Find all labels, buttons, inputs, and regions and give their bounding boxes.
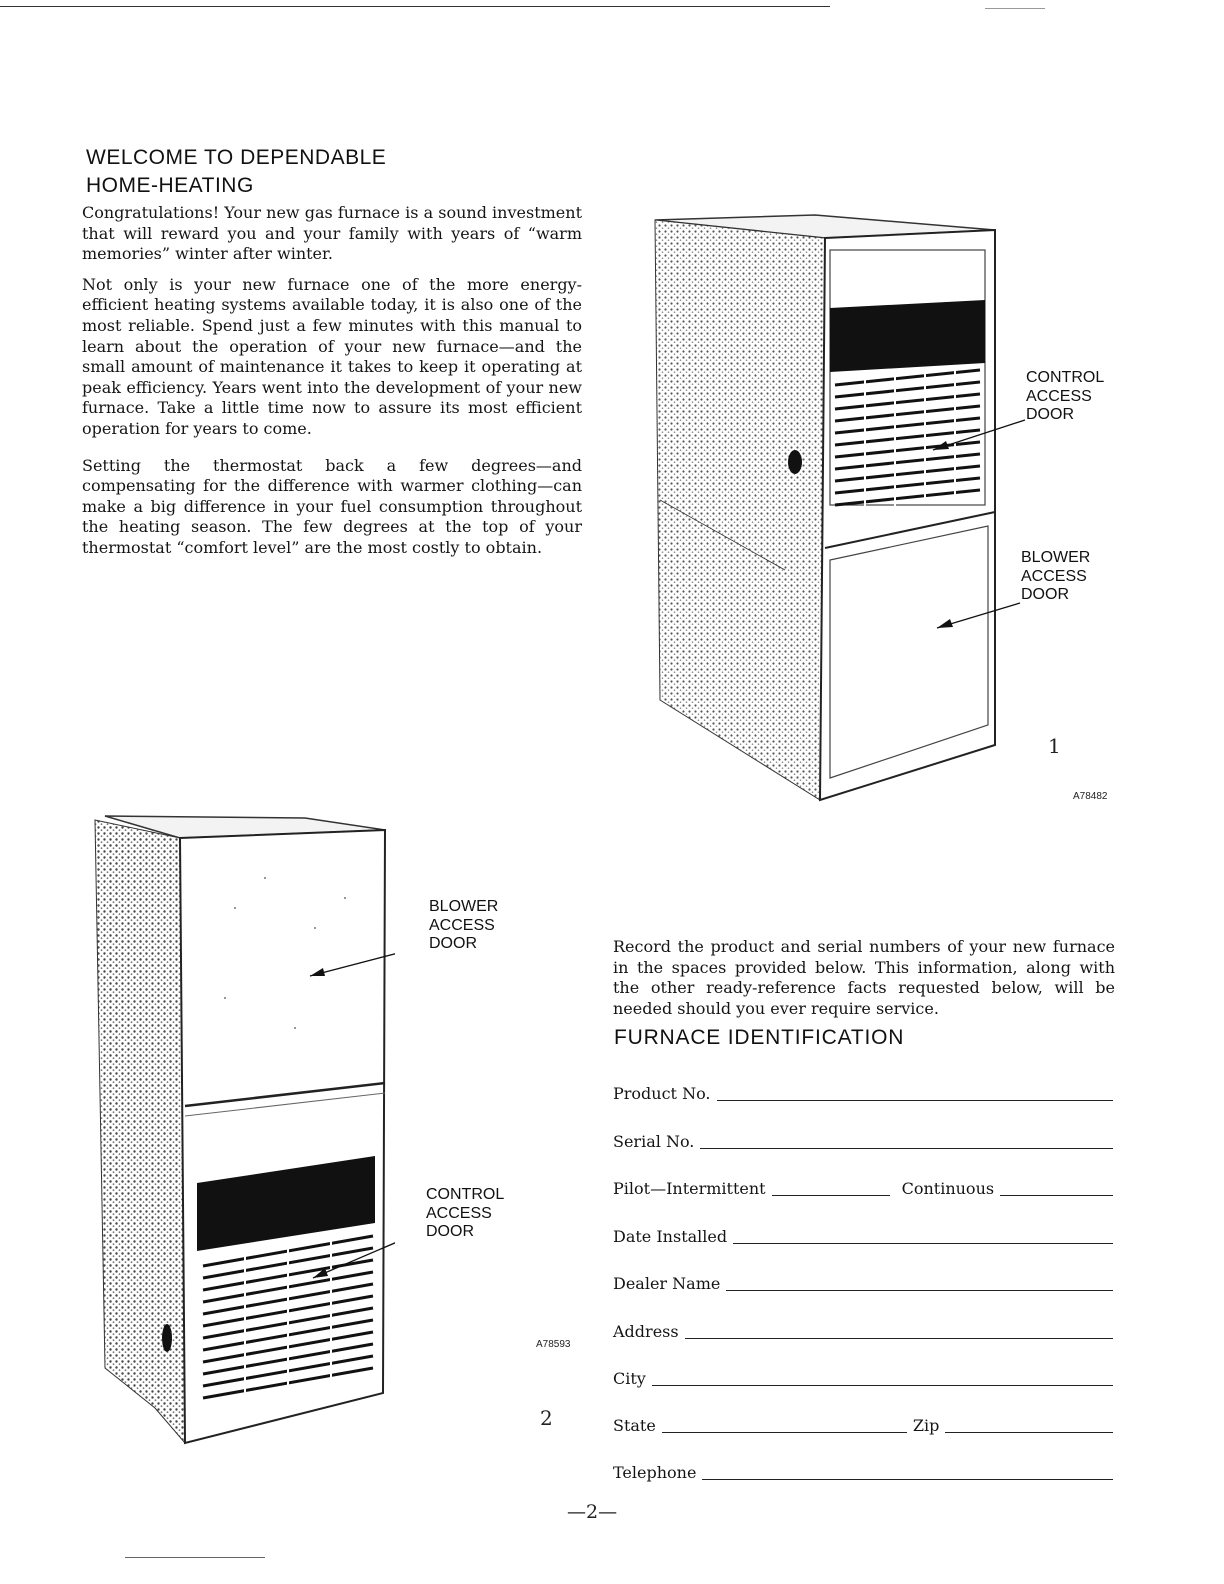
city-field[interactable] — [613, 1363, 1113, 1389]
figure-2-number: 2 — [540, 1406, 553, 1430]
telephone-line[interactable] — [702, 1479, 1113, 1480]
bottom-rule — [125, 1557, 265, 1558]
product-no-field[interactable] — [613, 1078, 1113, 1104]
date-installed-line[interactable] — [733, 1243, 1113, 1244]
furnace-2-front — [180, 830, 385, 1443]
page-number: —2— — [567, 1501, 618, 1523]
fig2-blower-access-door-label: BLOWER ACCESS DOOR — [429, 898, 499, 952]
zip-line[interactable] — [945, 1432, 1113, 1433]
telephone-label: Telephone — [613, 1463, 697, 1482]
address-line[interactable] — [685, 1338, 1113, 1339]
pilot-field[interactable] — [613, 1173, 1113, 1199]
figure-1-furnace-illustration — [640, 200, 1120, 810]
intro-paragraph-1: Congratulations! Your new gas furnace is a sound investment that will reward you and your family with years of “warm memories” winter after winter. — [82, 203, 582, 264]
date-installed-field[interactable] — [613, 1221, 1113, 1247]
product-no-line[interactable] — [717, 1100, 1113, 1101]
figure-2-furnace-illustration — [85, 808, 395, 1453]
address-label: Address — [613, 1322, 679, 1341]
figure-2-code: A78593 — [536, 1339, 571, 1350]
state-zip-field[interactable] — [613, 1410, 1113, 1436]
page-heading — [86, 144, 486, 200]
heading-line-1: WELCOME TO DEPENDABLE — [86, 146, 387, 169]
state-line[interactable] — [662, 1432, 907, 1433]
city-label: City — [613, 1369, 646, 1388]
continuous-line[interactable] — [1000, 1195, 1113, 1196]
address-field[interactable] — [613, 1316, 1113, 1342]
state-label: State — [613, 1416, 656, 1435]
fig1-blower-access-door-label: BLOWER ACCESS DOOR — [1021, 549, 1091, 603]
serial-no-label: Serial No. — [613, 1132, 695, 1151]
serial-no-line[interactable] — [700, 1148, 1113, 1149]
furnace-1-dark-window — [830, 300, 985, 372]
continuous-label: Continuous — [901, 1179, 995, 1198]
dealer-name-line[interactable] — [726, 1290, 1113, 1291]
figure-1-code: A78482 — [1073, 791, 1108, 802]
fig2-control-access-door-label: CONTROL ACCESS DOOR — [426, 1186, 505, 1240]
intro-text — [82, 203, 582, 569]
top-rule-short — [985, 8, 1045, 9]
pilot-intermittent-line[interactable] — [772, 1195, 890, 1196]
furnace-2-side — [95, 820, 185, 1443]
serial-no-field[interactable] — [613, 1126, 1113, 1152]
telephone-field[interactable] — [613, 1457, 1113, 1483]
date-installed-label: Date Installed — [613, 1227, 728, 1246]
furnace-identification-title: FURNACE IDENTIFICATION — [614, 1026, 905, 1049]
dealer-name-label: Dealer Name — [613, 1274, 721, 1293]
pilot-intermittent-label: Pilot—Intermittent — [613, 1179, 766, 1198]
product-no-label: Product No. — [613, 1084, 711, 1103]
city-line[interactable] — [652, 1385, 1113, 1386]
intro-paragraph-3: Setting the thermostat back a few degrees—and compensating for the difference with warmer clothing—can make a big difference in your fuel consumption throughout the heating season. The few degrees at the top of your thermostat “comfort level” are the most costly to obtain. — [82, 455, 582, 557]
intro-paragraph-2: Not only is your new furnace one of the more energy-efficient heating systems available today, it is also one of the most reliable. Spend just a few minutes with this manual to learn about the operation of your new furnace—and the small amount of maintenance it takes to keep it operating at peak efficiency. Years went into the development of your new furnace. Take a little time now to assure its most efficient operation for years to come. — [82, 274, 582, 438]
dealer-name-field[interactable] — [613, 1268, 1113, 1294]
figure-1-number: 1 — [1048, 734, 1061, 758]
fig1-control-access-door-label: CONTROL ACCESS DOOR — [1026, 369, 1105, 423]
furnace-1-side — [655, 220, 825, 800]
top-rule — [0, 6, 830, 7]
zip-label: Zip — [912, 1416, 940, 1435]
record-instructions: Record the product and serial numbers of your new furnace in the spaces provided below. This information, along with the other ready-reference facts requested below, will be needed should you ever require service. — [613, 937, 1115, 1018]
heading-line-2: HOME-HEATING — [86, 174, 254, 197]
